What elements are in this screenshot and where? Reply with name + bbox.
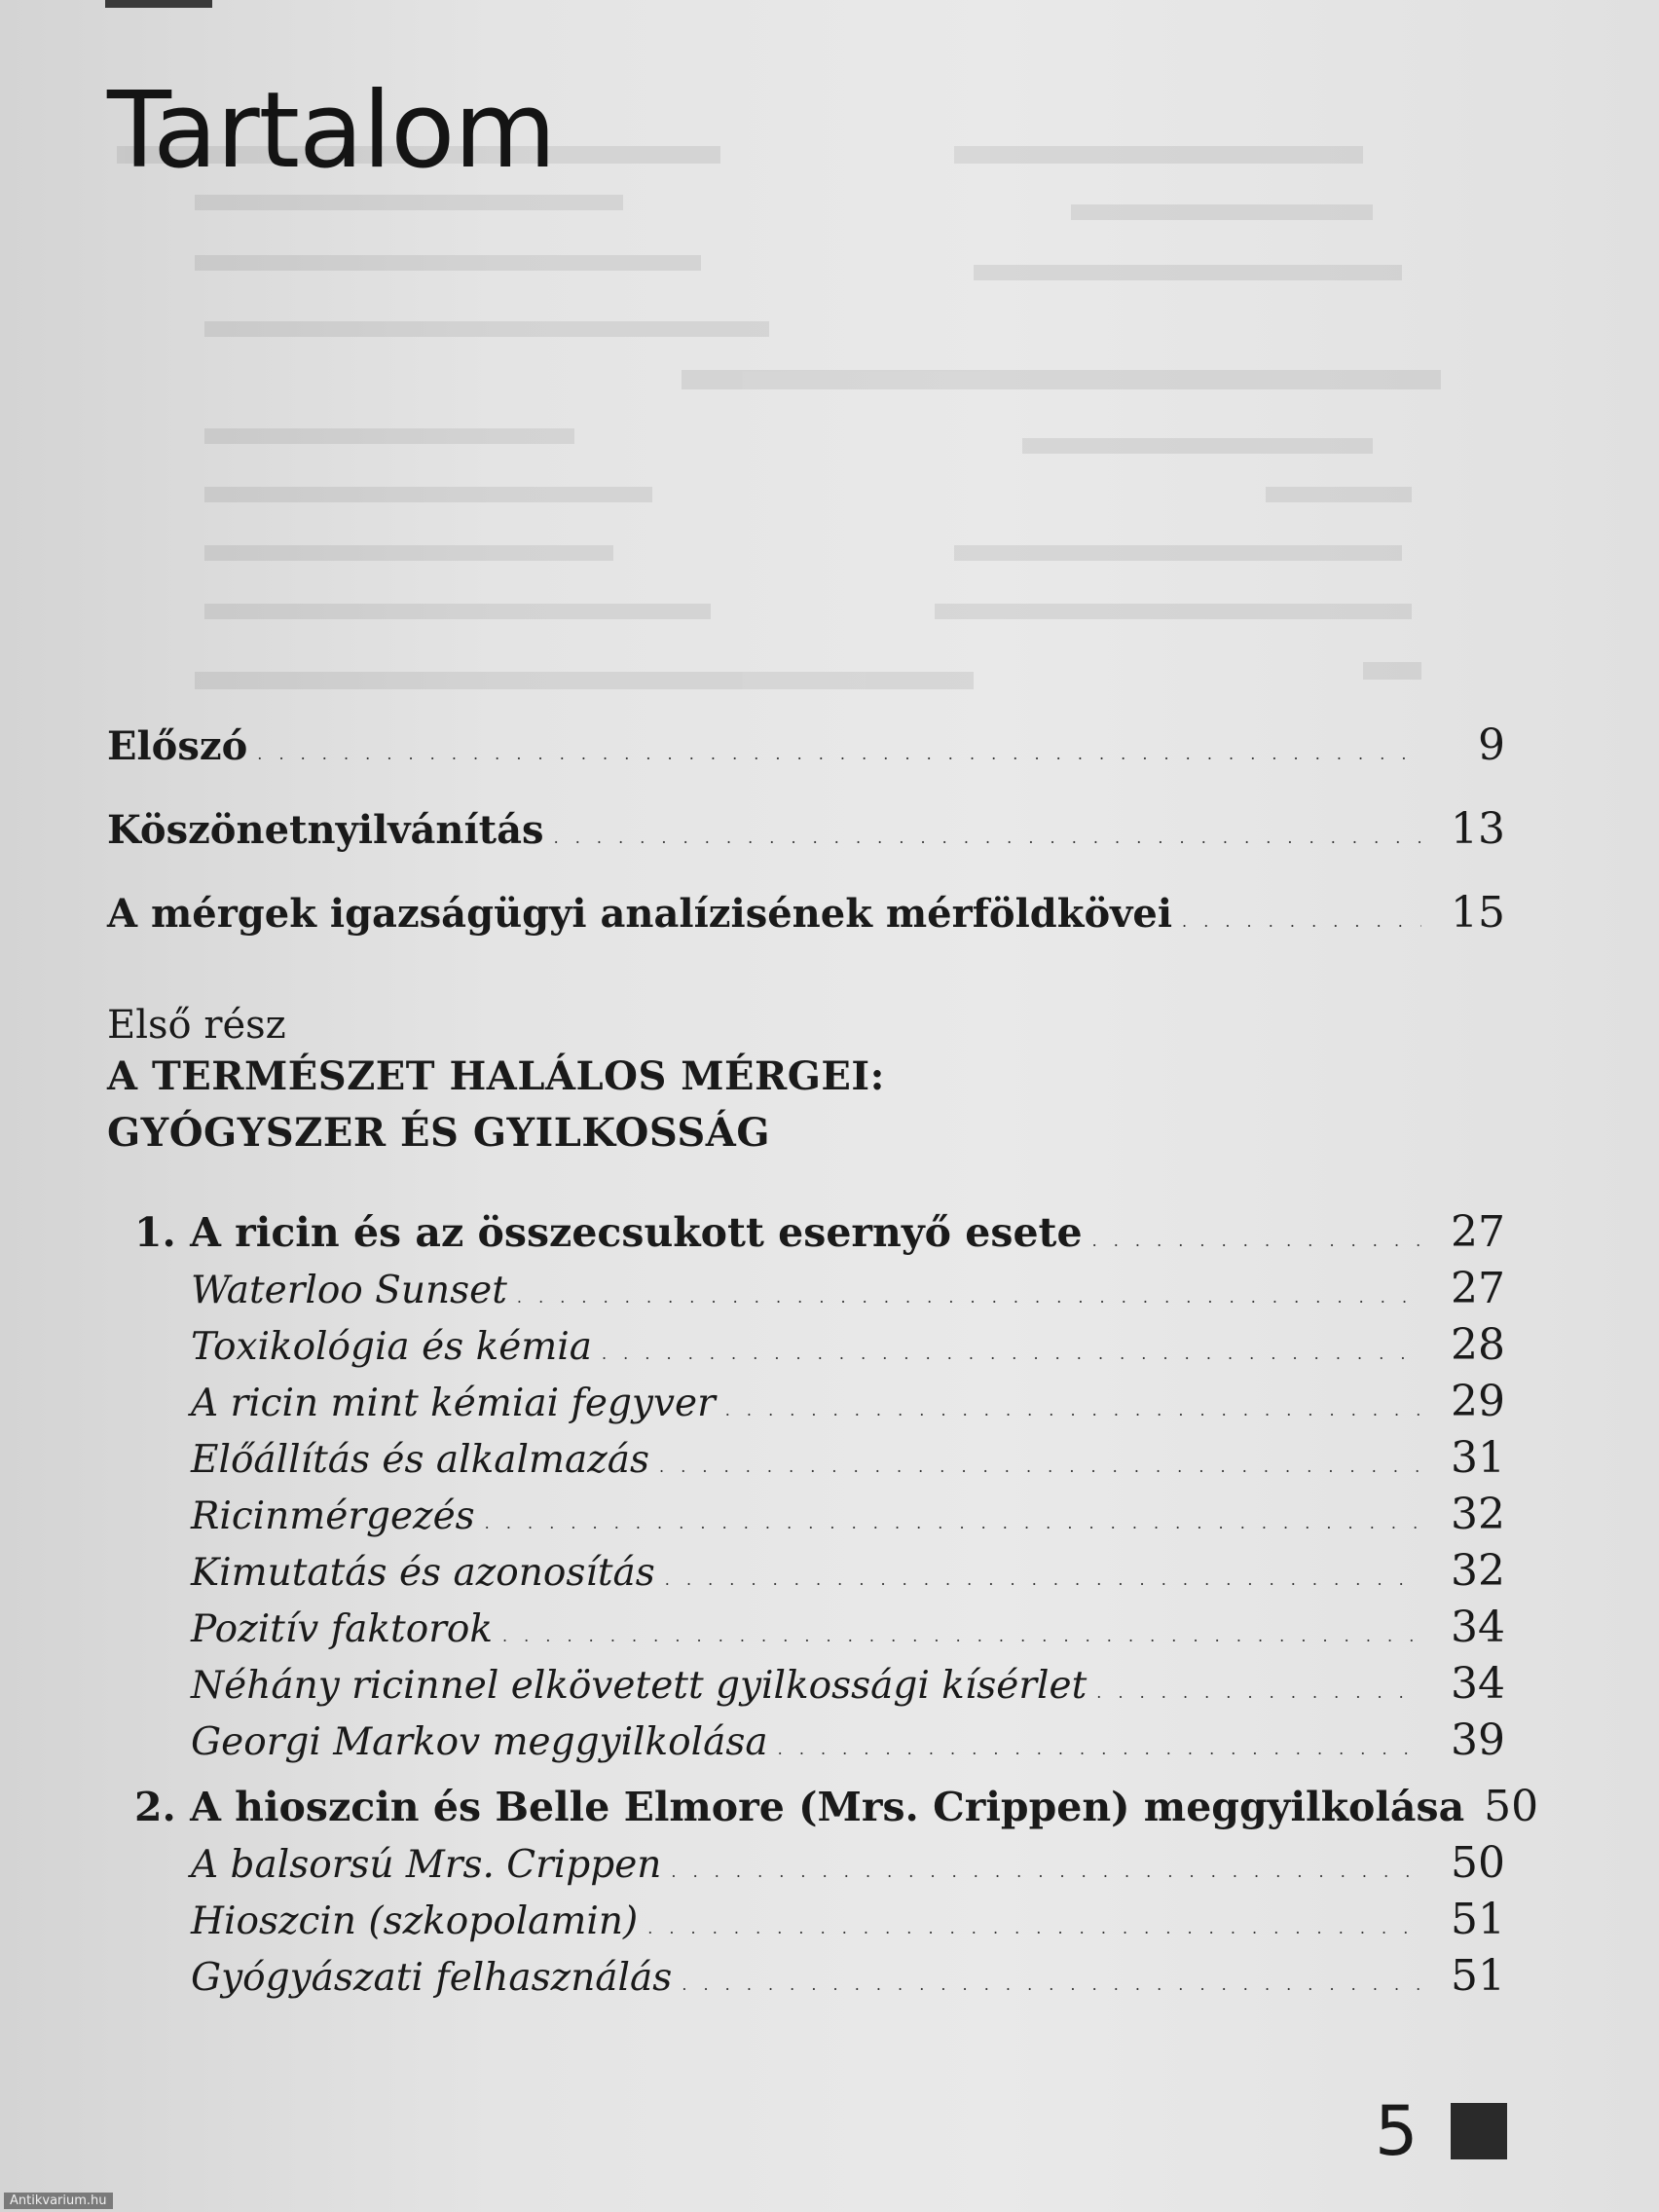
- dot-leader: [778, 1740, 1421, 1758]
- toc-page-number: 28: [1451, 1320, 1505, 1370]
- dot-leader: [485, 1514, 1421, 1532]
- toc-page-number: 32: [1451, 1546, 1505, 1596]
- toc-entry-label: A mérgek igazságügyi analízisének mérföldkövei: [107, 891, 1173, 937]
- dot-leader: [671, 1862, 1421, 1881]
- dot-leader: [602, 1345, 1421, 1363]
- toc-entry-label: Előszó: [107, 723, 248, 769]
- toc-section: [191, 1433, 1505, 1490]
- dot-leader: [554, 829, 1421, 847]
- dot-leader: [682, 1975, 1421, 1994]
- toc-section: [191, 1895, 1505, 1951]
- toc-section: [191, 1320, 1505, 1377]
- toc-page-number: 32: [1451, 1490, 1505, 1539]
- part-label: Első rész: [107, 1003, 286, 1048]
- section-title: Georgi Markov meggyilkolása: [191, 1720, 768, 1764]
- section-title: Toxikológia és kémia: [191, 1325, 592, 1369]
- toc-chapter-2: [134, 1782, 1539, 1838]
- section-title: Előállítás és alkalmazás: [191, 1438, 650, 1482]
- page-title: Tartalom: [107, 70, 556, 192]
- chapter-title: 2. A hioszcin és Belle Elmore (Mrs. Crippen) meggyilkolása: [134, 1784, 1465, 1830]
- toc-page-number: 27: [1451, 1264, 1505, 1313]
- dot-leader: [257, 745, 1421, 763]
- toc-page-number: 39: [1451, 1715, 1505, 1765]
- part-title-line-1: A TERMÉSZET HALÁLOS MÉRGEI:: [107, 1053, 885, 1099]
- toc-page-number: 9: [1478, 720, 1505, 770]
- page-number-square-marker: [1451, 2103, 1507, 2159]
- dot-leader: [665, 1570, 1421, 1589]
- toc-page-number: 27: [1451, 1207, 1505, 1257]
- section-title: Ricinmérgezés: [191, 1494, 475, 1538]
- dot-leader: [502, 1627, 1421, 1645]
- toc-entry-acknowledgements: [107, 804, 1505, 861]
- toc-chapter-1: [134, 1207, 1505, 1264]
- section-title: A balsorsú Mrs. Crippen: [191, 1843, 662, 1887]
- section-title: A ricin mint kémiai fegyver: [191, 1382, 716, 1425]
- toc-section: [191, 1659, 1505, 1715]
- toc-section: [191, 1490, 1505, 1546]
- section-title: Néhány ricinnel elkövetett gyilkossági kísérlet: [191, 1664, 1088, 1708]
- dot-leader: [647, 1919, 1421, 1937]
- toc-entry-label: Köszönetnyilvánítás: [107, 807, 544, 853]
- toc-section: [191, 1715, 1505, 1772]
- toc-page-number: 31: [1451, 1433, 1505, 1483]
- section-title: Hioszcin (szkopolamin): [191, 1899, 639, 1943]
- dot-leader: [517, 1288, 1421, 1307]
- toc-entry-milestones: [107, 888, 1505, 944]
- section-title: Kimutatás és azonosítás: [191, 1551, 655, 1595]
- toc-page-number: 51: [1451, 1951, 1505, 2001]
- dot-leader: [1182, 912, 1421, 931]
- dot-leader: [1092, 1232, 1421, 1250]
- dot-leader: [725, 1401, 1421, 1419]
- toc-section: [191, 1951, 1505, 2008]
- section-title: Pozitív faktorok: [191, 1607, 493, 1651]
- toc-section: [191, 1838, 1505, 1895]
- toc-page-number: 29: [1451, 1377, 1505, 1426]
- page-number: 5: [1375, 2091, 1419, 2171]
- section-title: Gyógyászati felhasználás: [191, 1956, 673, 2000]
- toc-entry-foreword: [107, 720, 1505, 777]
- toc-section: [191, 1546, 1505, 1603]
- toc-page-number: 34: [1451, 1659, 1505, 1709]
- section-title: Waterloo Sunset: [191, 1269, 507, 1312]
- toc-section: [191, 1264, 1505, 1320]
- toc-page-number: 15: [1451, 888, 1505, 938]
- watermark: Antikvarium.hu: [4, 2193, 113, 2209]
- toc-page-number: 50: [1451, 1838, 1505, 1888]
- toc-page-number: 51: [1451, 1895, 1505, 1944]
- part-title-line-2: GYÓGYSZER ÉS GYILKOSSÁG: [107, 1110, 770, 1156]
- chapter-title: 1. A ricin és az összecsukott esernyő esete: [134, 1209, 1083, 1256]
- top-rule: [105, 0, 212, 8]
- toc-page-number: 50: [1484, 1782, 1539, 1831]
- toc-section: [191, 1603, 1505, 1659]
- toc-page-number: 13: [1451, 804, 1505, 854]
- toc-section: [191, 1377, 1505, 1433]
- dot-leader: [1096, 1683, 1421, 1702]
- toc-page-number: 34: [1451, 1603, 1505, 1652]
- dot-leader: [659, 1457, 1421, 1476]
